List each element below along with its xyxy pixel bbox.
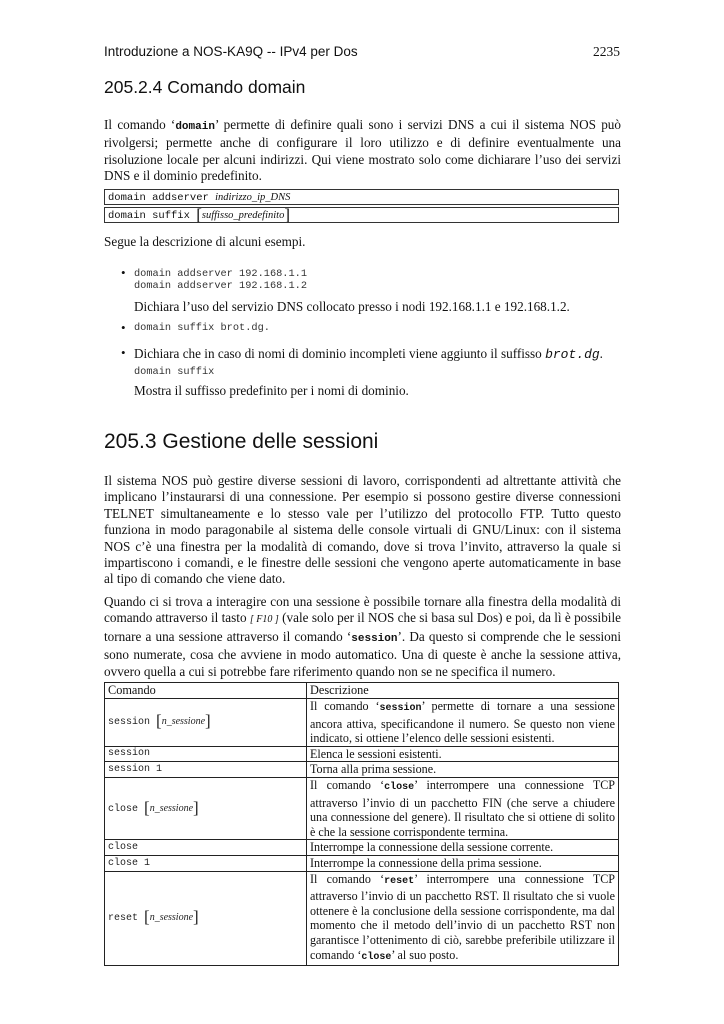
- right-bracket: ]: [193, 797, 199, 817]
- column-header-description: Descrizione: [307, 683, 619, 699]
- inline-code: close: [384, 781, 415, 793]
- text-span: ’ al suo posto.: [391, 947, 459, 962]
- description-cell: Torna alla prima sessione.: [307, 762, 619, 778]
- section-heading-sessions: 205.3 Gestione delle sessioni: [104, 430, 379, 453]
- left-bracket: [: [144, 797, 150, 817]
- inline-code: session: [379, 703, 422, 714]
- command-text: close: [108, 803, 145, 815]
- command-cell: close 1: [105, 855, 307, 871]
- description-cell: [307, 699, 619, 747]
- text-span: Il comando ‘: [310, 699, 380, 713]
- section-heading-domain: 205.2.4 Comando domain: [104, 77, 306, 97]
- paragraph-sessions-1: Il sistema NOS può gestire diverse sessioni di lavoro, corrispondenti ad altrettante attività che implicano l’instaurarsi di una connessione. Per esempio si possono gestire diverse connessioni TELNET simultaneamente e lo stesso vale per l’utilizzo del protocollo FTP. Tutto questo funziona in modo paragonabile al sistema delle console virtuali di GNU/Linux: con il sistema NOS c’è una finestra per la modalità di comando, dove si trova l’invito, attraverso la quale si impartiscono i comandi, e le finestre delle sessioni che vengono aperte automaticamente in base al tipo di comando che viene dato.: [104, 473, 621, 587]
- description-cell: Interrompe la connessione della sessione corrente.: [307, 840, 619, 856]
- table-row: [105, 855, 619, 871]
- command-cell: session 1: [105, 762, 307, 778]
- text-span: Il comando ‘: [104, 117, 176, 132]
- left-bracket: [: [156, 711, 162, 731]
- command-cell: [105, 871, 307, 966]
- key-name: F10: [256, 614, 273, 626]
- paragraph-sessions-2: [104, 594, 621, 680]
- example-code-line: domain suffix: [134, 366, 215, 378]
- text-span: Quando ci si trova a interagire con una sessione è possibile tornare alla finestra della modalità di comando attraverso il tasto: [104, 594, 621, 626]
- running-header: [104, 44, 620, 62]
- text-span: ’ permette di tornare a una sessione ancora attiva, specificandone il numero. Se questo non viene indicato, si ottiene l’elenco delle sessioni esistenti.: [310, 699, 615, 746]
- description-cell: [307, 777, 619, 839]
- example-description: [134, 346, 603, 362]
- syntax-command: domain suffix: [108, 210, 197, 222]
- table-row: [105, 699, 619, 747]
- inline-code: domain: [175, 121, 215, 133]
- right-bracket: ]: [284, 207, 291, 223]
- text-span: Dichiara che in caso di nomi di dominio incompleti viene aggiunto il suffisso: [134, 346, 546, 361]
- inline-code: close: [361, 951, 392, 963]
- command-cell: close: [105, 840, 307, 856]
- table-header-row: [105, 683, 619, 699]
- text-span: ’ interrompere una connessione TCP attraverso l’invio di un pacchetto FIN (che serve a chiudere una connessione del genere). Il risultato che si ottiene di solito è che la sessione corrispondente termina.: [310, 777, 615, 839]
- description-cell: [307, 871, 619, 966]
- text-span: Il comando ‘: [310, 777, 385, 792]
- command-argument: n_sessione: [149, 802, 194, 814]
- table-row: [105, 746, 619, 762]
- description-cell: Interrompe la connessione della prima sessione.: [307, 855, 619, 871]
- left-bracket: [: [144, 907, 150, 927]
- table-row: [105, 840, 619, 856]
- table-row: [105, 777, 619, 839]
- syntax-command: domain addserver: [108, 192, 216, 204]
- text-span: ’. Da questo si comprende che le sessioni sono numerate, cosa che avviene in modo automatico. Una di queste è anche la sessione attiva, ovvero quella a cui si potrebbe fare riferimento quando non se ne specifica il numero.: [104, 628, 621, 679]
- paragraph-domain-intro: [104, 117, 621, 185]
- command-text: session: [108, 717, 157, 729]
- header-title: Introduzione a NOS-KA9Q -- IPv4 per Dos: [104, 44, 358, 59]
- bullet-icon: •: [121, 320, 126, 335]
- syntax-argument: suffisso_predefinito: [201, 210, 285, 221]
- command-argument: n_sessione: [161, 716, 206, 728]
- inline-code: session: [351, 632, 398, 645]
- key-label: [ F10 ]: [249, 614, 279, 626]
- example-code-line: domain addserver 192.168.1.1: [134, 268, 308, 280]
- left-bracket: [: [196, 207, 202, 223]
- inline-value: brot.dg: [545, 347, 600, 362]
- table-row: [105, 762, 619, 778]
- example-description: Dichiara l’uso del servizio DNS collocato presso i nodi 192.168.1.1 e 192.168.1.2.: [134, 299, 570, 314]
- command-argument: n_sessione: [149, 912, 194, 924]
- page-number: 2235: [593, 44, 620, 59]
- command-text: reset: [108, 913, 145, 925]
- table-row: [105, 871, 619, 966]
- text-span: Il comando ‘: [310, 871, 385, 886]
- column-header-command: Comando: [105, 683, 307, 699]
- text-span: .: [599, 346, 603, 361]
- example-code-line: domain addserver 192.168.1.2: [134, 280, 308, 292]
- right-bracket: ]: [193, 907, 199, 927]
- syntax-box-suffix: [104, 207, 619, 223]
- syntax-box-addserver: [104, 189, 619, 205]
- example-code-line: domain suffix brot.dg.: [134, 322, 270, 334]
- bullet-icon: •: [121, 345, 126, 360]
- command-cell: session: [105, 746, 307, 762]
- right-bracket: ]: [205, 711, 211, 731]
- text-span: ’ permette di definire quali sono i servizi DNS a cui il sistema NOS può rivolgersi; permette anche di configurare il loro utilizzo e di definire eventualmente una risoluzione locale per alcuni indirizzi. Qui viene mostrato solo come dichiarare l’uso dei servizi DNS e il dominio predefinito.: [104, 117, 621, 184]
- text-span: ’ interrompere una connessione TCP attraverso l’invio di un pacchetto RST. Il risultato che si vuole ottenere è la conclusione della sessione corrispondente, ma dal momento che il metodo dell’invio di un pacchetto RST non garantisce l’ottenimento di ciò, sarebbe preferibile utilizzare il comando ‘: [310, 871, 615, 962]
- examples-intro: Segue la descrizione di alcuni esempi.: [104, 234, 306, 249]
- bullet-icon: •: [121, 265, 126, 280]
- command-cell: [105, 699, 307, 747]
- text-span: (vale solo per il NOS che si basa sul Dos) e poi, da lì è possibile tornare a una sessione attraverso il comando ‘: [104, 610, 621, 644]
- syntax-argument: indirizzo_ip_DNS: [215, 192, 291, 203]
- command-cell: [105, 777, 307, 839]
- example-description: Mostra il suffisso predefinito per i nomi di dominio.: [134, 383, 409, 398]
- commands-table: [104, 682, 619, 966]
- inline-code: reset: [384, 875, 415, 887]
- description-cell: Elenca le sessioni esistenti.: [307, 746, 619, 762]
